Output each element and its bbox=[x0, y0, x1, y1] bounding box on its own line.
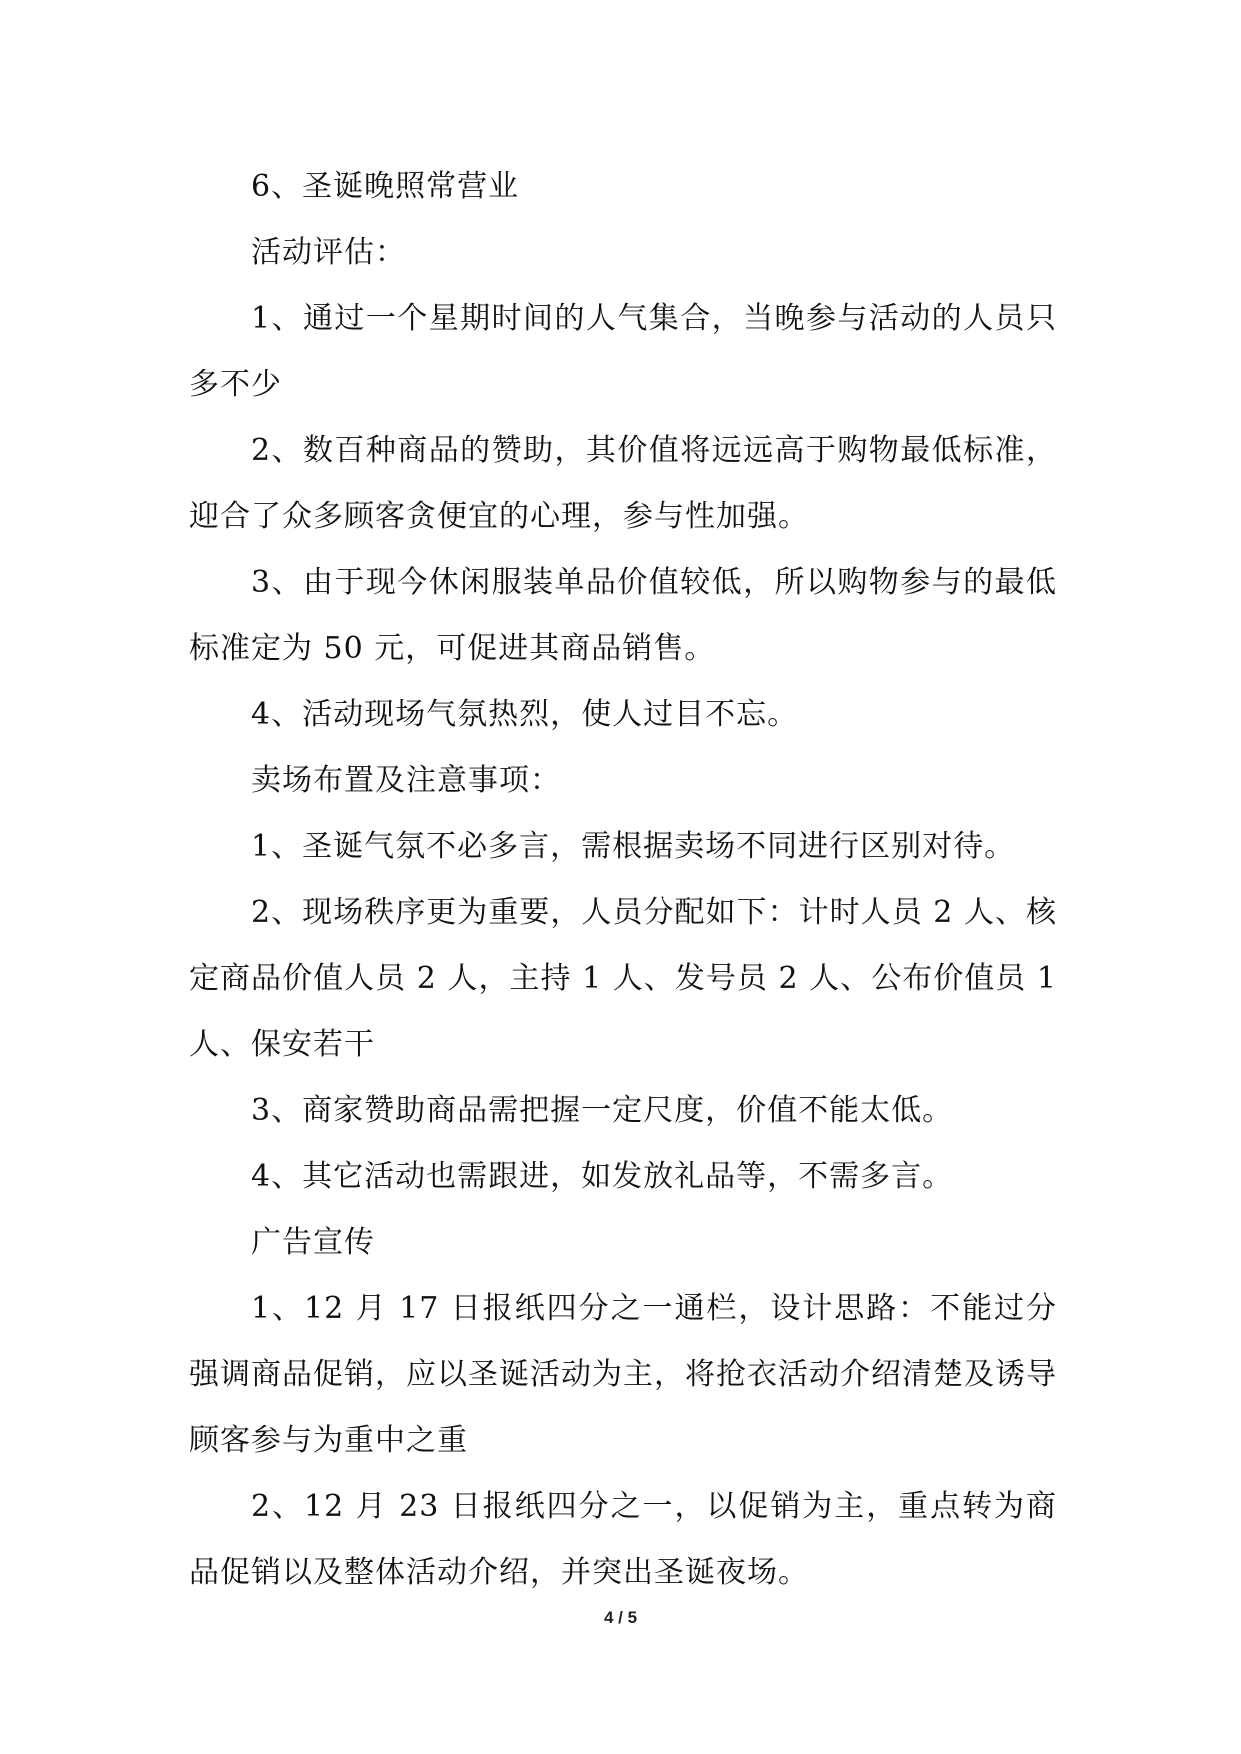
paragraph-evaluation-2: 2、数百种商品的赞助，其价值将远远高于购物最低标准，迎合了众多顾客贪便宜的心理，参与性加强。 bbox=[189, 433, 1057, 534]
paragraph-layout-1: 1、圣诞气氛不必多言，需根据卖场不同进行区别对待。 bbox=[251, 829, 1016, 864]
paragraph-item-6: 6、圣诞晚照常营业 bbox=[251, 169, 520, 204]
paragraph-evaluation-3: 3、由于现今休闲服装单品价值较低，所以购物参与的最低标准定为 50 元，可促进其商品销售。 bbox=[189, 565, 1057, 666]
paragraph-evaluation-1: 1、通过一个星期时间的人气集合，当晚参与活动的人员只多不少 bbox=[189, 301, 1057, 402]
section-heading-layout: 卖场布置及注意事项： bbox=[251, 763, 561, 798]
paragraph-layout-3: 3、商家赞助商品需把握一定尺度，价值不能太低。 bbox=[251, 1093, 954, 1128]
paragraph-advertising-2: 2、12 月 23 日报纸四分之一，以促销为主，重点转为商品促销以及整体活动介绍，并突出圣诞夜场。 bbox=[189, 1489, 1057, 1590]
page-number: 4 / 5 bbox=[603, 1608, 638, 1627]
paragraph-layout-2: 2、现场秩序更为重要，人员分配如下：计时人员 2 人、核定商品价值人员 2 人，主持 1 人、发号员 2 人、公布价值员 1 人、保安若干 bbox=[189, 895, 1057, 1062]
section-heading-advertising: 广告宣传 bbox=[251, 1225, 375, 1260]
paragraph-evaluation-4: 4、活动现场气氛热烈，使人过目不忘。 bbox=[251, 697, 799, 732]
section-heading-evaluation: 活动评估： bbox=[251, 235, 406, 270]
paragraph-advertising-1: 1、12 月 17 日报纸四分之一通栏，设计思路：不能过分强调商品促销，应以圣诞活动为主，将抢衣活动介绍清楚及诱导顾客参与为重中之重 bbox=[189, 1291, 1057, 1458]
paragraph-layout-4: 4、其它活动也需跟进，如发放礼品等，不需多言。 bbox=[251, 1159, 954, 1194]
document-body bbox=[189, 154, 1057, 1606]
